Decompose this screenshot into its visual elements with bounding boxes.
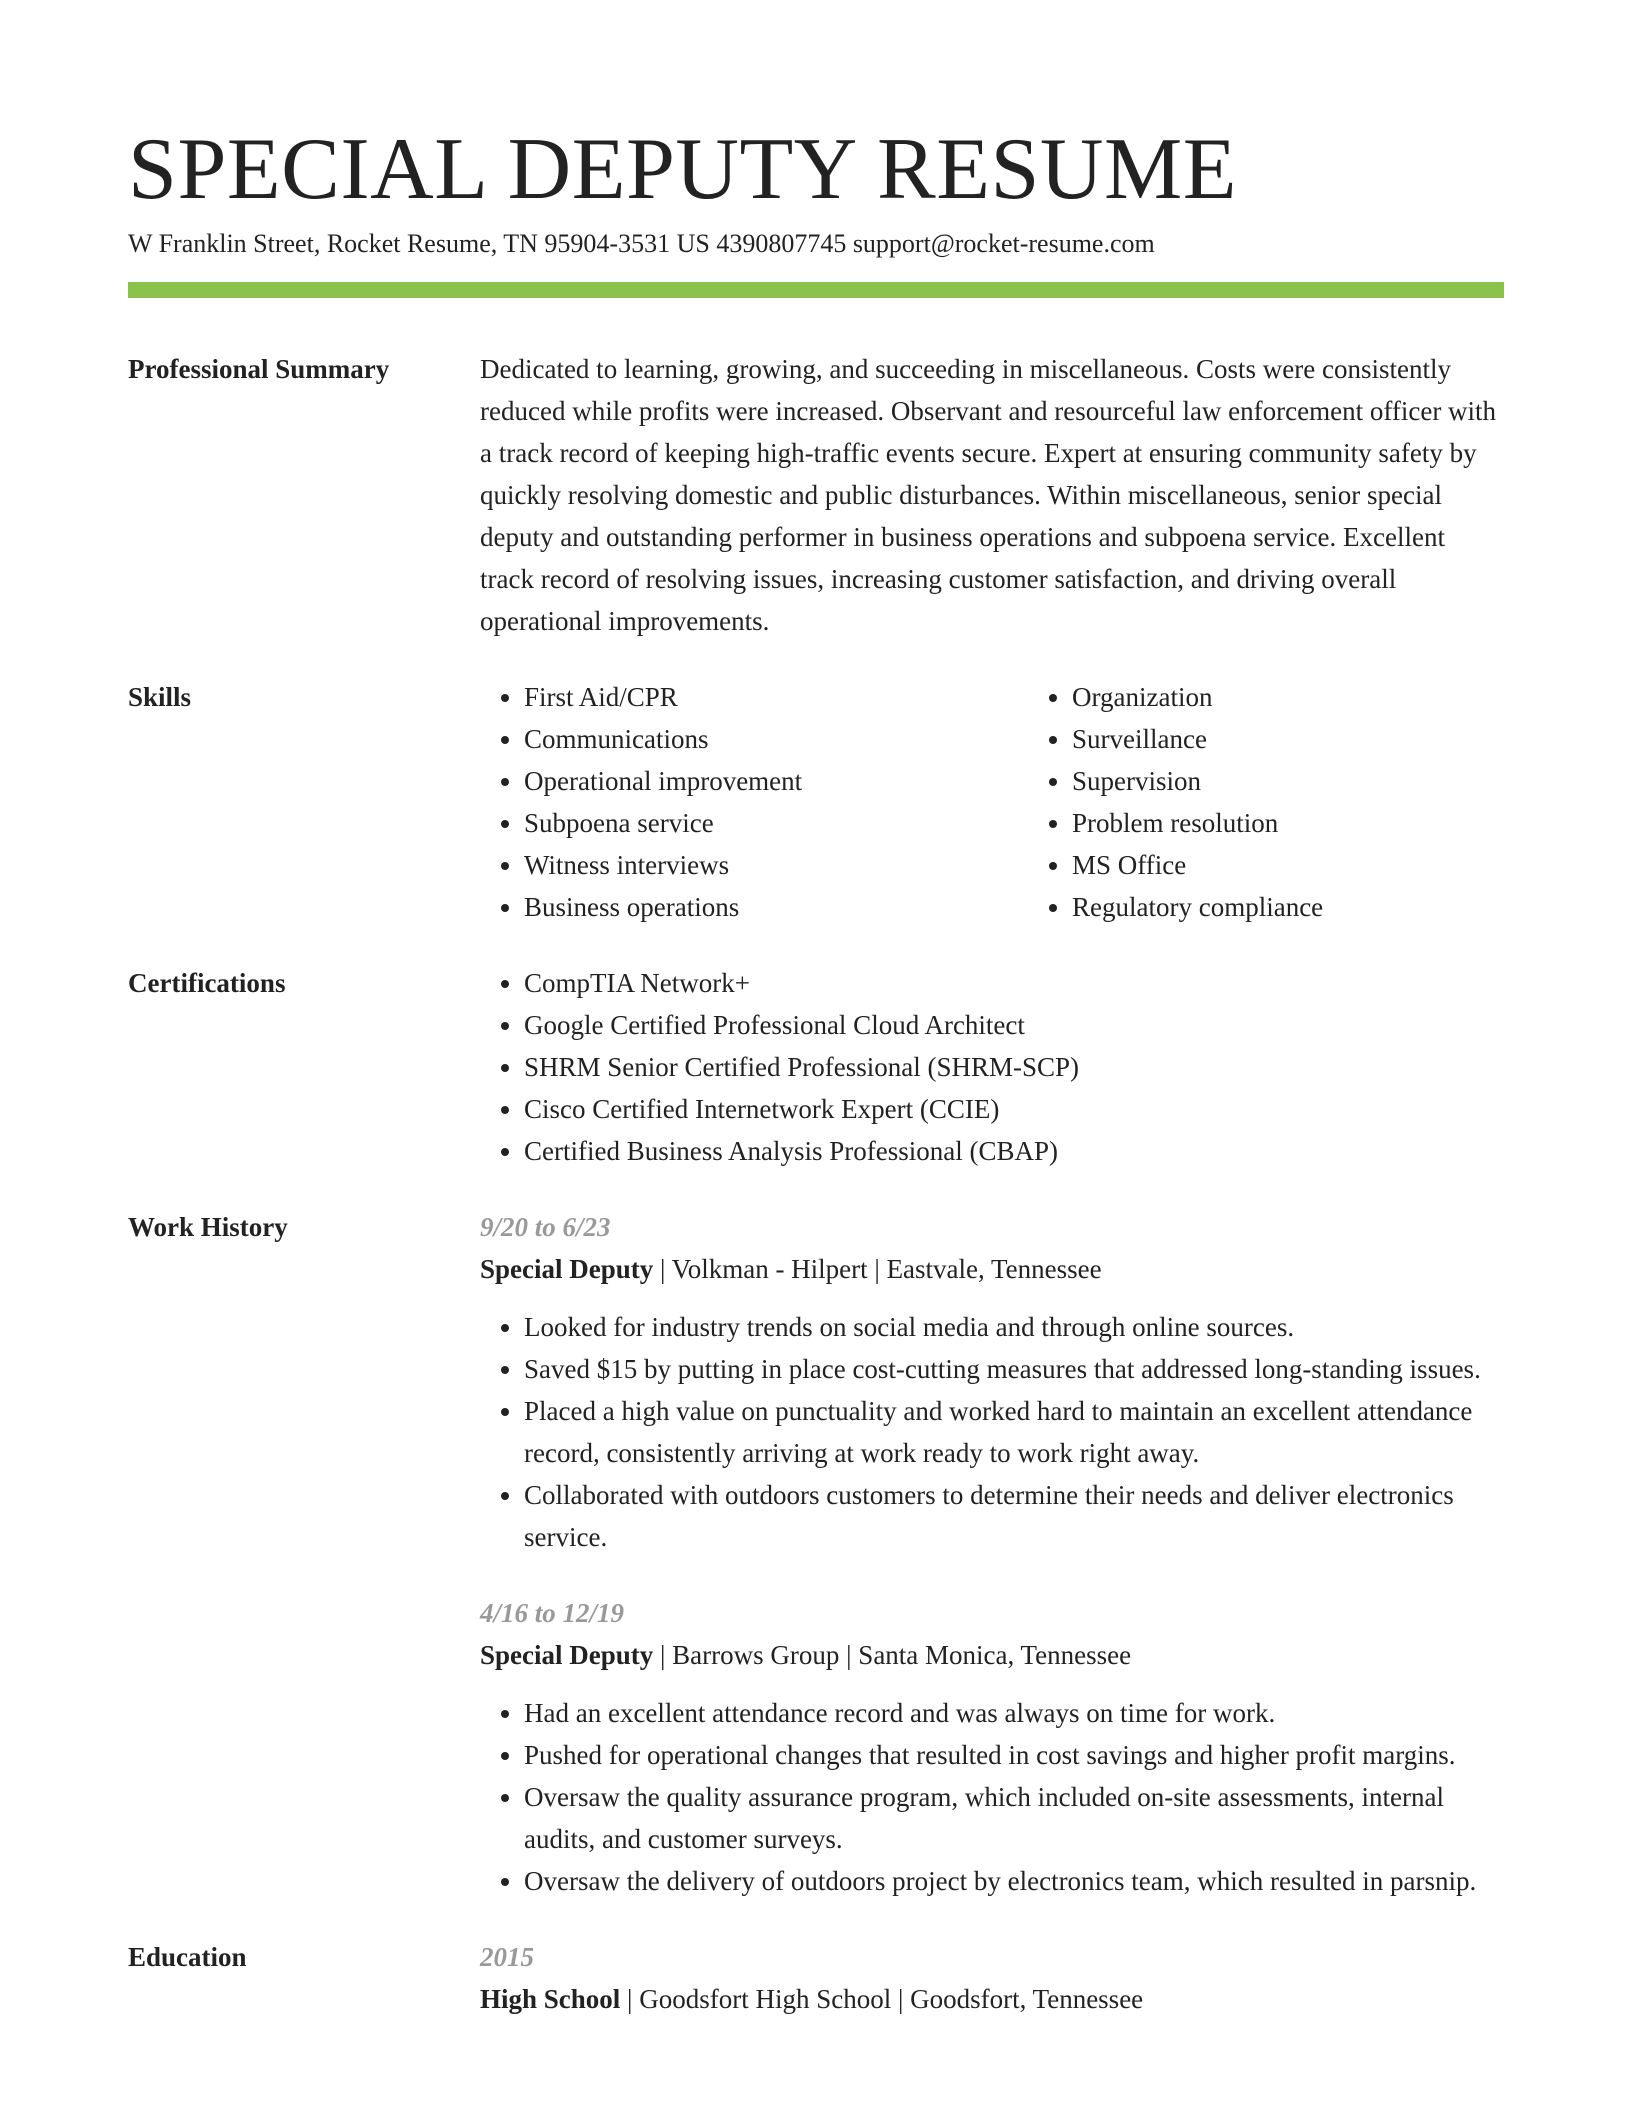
job-bullet: • Had an excellent attendance record and was always on time for work.: [524, 1692, 1504, 1734]
education-heading: Education: [128, 1942, 247, 1972]
job-dates: 4/16 to 12/19: [480, 1598, 625, 1628]
skills-list-right: [1028, 676, 1576, 928]
skill-item: • First Aid/CPR: [524, 676, 1028, 718]
certification-item: • Certified Business Analysis Professional (CBAP): [524, 1130, 1504, 1172]
skill-item: • Problem resolution: [1072, 802, 1576, 844]
job-title: Special Deputy: [480, 1640, 654, 1670]
job-bullet: • Oversaw the delivery of outdoors project by electronics team, which resulted in parsnip.: [524, 1860, 1504, 1902]
job-bullets: [480, 1306, 1504, 1558]
certification-item: • CompTIA Network+: [524, 962, 1504, 1004]
skill-item: • Communications: [524, 718, 1028, 760]
education-line: [480, 1978, 1504, 2020]
education-dates: 2015: [480, 1942, 534, 1972]
certification-item: • Google Certified Professional Cloud Architect: [524, 1004, 1504, 1046]
job-details: | Volkman - Hilpert | Eastvale, Tennessee: [653, 1254, 1102, 1284]
job-bullet: • Saved $15 by putting in place cost-cutting measures that addressed long-standing issues.: [524, 1348, 1504, 1390]
header-divider: [128, 282, 1504, 298]
skills-list-left: [480, 676, 1028, 928]
job-bullet: • Pushed for operational changes that resulted in cost savings and higher profit margins.: [524, 1734, 1504, 1776]
job-bullets: [480, 1692, 1504, 1902]
job-dates: 9/20 to 6/23: [480, 1212, 611, 1242]
skills-section: [128, 676, 1504, 928]
summary-heading: Professional Summary: [128, 354, 390, 384]
job-title: Special Deputy: [480, 1254, 654, 1284]
skills-heading: Skills: [128, 682, 192, 712]
skill-item: • Surveillance: [1072, 718, 1576, 760]
skill-item: • Witness interviews: [524, 844, 1028, 886]
skill-item: • Supervision: [1072, 760, 1576, 802]
certifications-list: [480, 962, 1504, 1172]
resume-title: SPECIAL DEPUTY RESUME: [128, 121, 1237, 218]
skill-item: • Subpoena service: [524, 802, 1028, 844]
summary-section: [128, 348, 1504, 642]
education-degree: High School: [480, 1984, 621, 2014]
education-section: [128, 1936, 1504, 2036]
job-heading: [480, 1634, 1504, 1676]
certifications-section: [128, 962, 1504, 1172]
skill-item: • Organization: [1072, 676, 1576, 718]
job-bullet: • Collaborated with outdoors customers to determine their needs and deliver electronics service.: [524, 1474, 1504, 1558]
job-bullet: • Oversaw the quality assurance program, which included on-site assessments, internal audits, and customer surveys.: [524, 1776, 1504, 1860]
certifications-heading: Certifications: [128, 968, 286, 998]
certification-item: • Cisco Certified Internetwork Expert (CCIE): [524, 1088, 1504, 1130]
job-entry: [480, 1206, 1504, 1558]
work-history-section: [128, 1206, 1504, 1902]
resume-page: [128, 120, 1504, 2036]
job-entry: [480, 1592, 1504, 1902]
certification-item: • SHRM Senior Certified Professional (SHRM-SCP): [524, 1046, 1504, 1088]
work-history-heading: Work History: [128, 1212, 288, 1242]
contact-line: W Franklin Street, Rocket Resume, TN 95904-3531 US 4390807745 support@rocket-resume.com: [128, 229, 1155, 258]
skill-item: • Regulatory compliance: [1072, 886, 1576, 928]
skill-item: • Operational improvement: [524, 760, 1028, 802]
skill-item: • MS Office: [1072, 844, 1576, 886]
job-bullet: • Looked for industry trends on social media and through online sources.: [524, 1306, 1504, 1348]
job-heading: [480, 1248, 1504, 1290]
education-details: | Goodsfort High School | Goodsfort, Tennessee: [620, 1984, 1144, 2014]
job-bullet: • Placed a high value on punctuality and worked hard to maintain an excellent attendance record, consistently arriving at work ready to work right away.: [524, 1390, 1504, 1474]
job-details: | Barrows Group | Santa Monica, Tennessee: [653, 1640, 1132, 1670]
summary-text: Dedicated to learning, growing, and succeeding in miscellaneous. Costs were consistently reduced while profits were increased. Observant and resourceful law enforcement officer with a track record of keeping high-traffic events secure. Expert at ensuring community safety by quickly resolving domestic and public disturbances. Within miscellaneous, senior special deputy and outstanding performer in business operations and subpoena service. Excellent track record of resolving issues, increasing customer satisfaction, and driving overall operational improvements.: [480, 354, 1497, 636]
skill-item: • Business operations: [524, 886, 1028, 928]
